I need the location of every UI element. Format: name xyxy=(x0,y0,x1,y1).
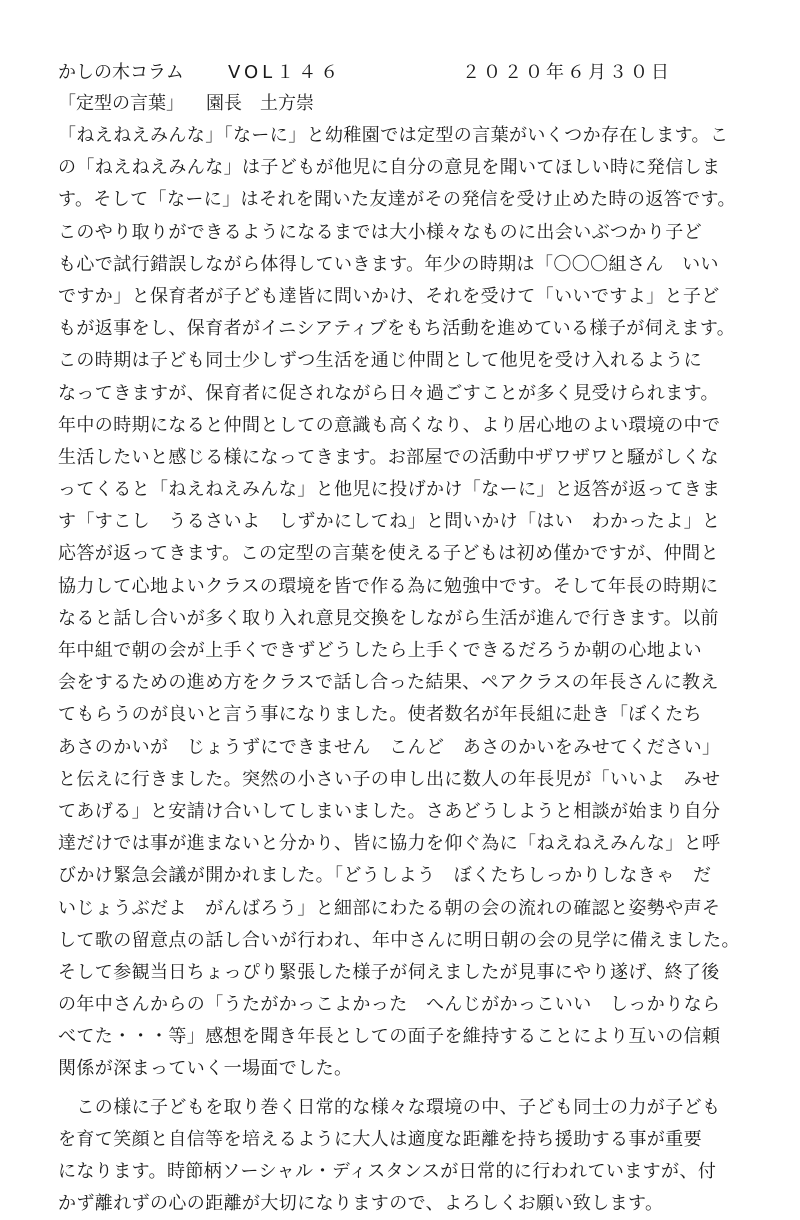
text-line: 関係が深まっていく一場面でした。 xyxy=(58,1058,353,1080)
publish-date: ２０２０年６月３０日 xyxy=(462,62,672,83)
text-line: の年中さんからの「うたがかっこよかった へんじがかっこいい しっかりなら xyxy=(58,994,721,1016)
text-line: ですか」と保育者が子ども達皆に問いかけ、それを受けて「いいですよ」と子ど xyxy=(58,285,720,307)
body-paragraph-2 xyxy=(58,1092,758,1220)
column-subtitle xyxy=(58,88,758,120)
text-line: べてた・・・等」感想を聞き年長としての面子を維持することにより互いの信頼 xyxy=(58,1026,721,1048)
text-line: このやり取りができるようになるまでは大小様々なものに出会いぶつかり子ど xyxy=(58,221,702,243)
text-line: になります。時節柄ソーシャル・ディスタンスが日常的に行われていますが、付 xyxy=(58,1161,717,1182)
text-line: なると話し合いが多く取り入れ意見交換をしながら生活が進んで行きます。以前 xyxy=(58,607,719,629)
text-line: 年中組で朝の会が上手くできずどうしたら上手くできるだろうか朝の心地よい xyxy=(58,640,702,661)
text-line: す「すこし うるさいよ しずかにしてね」と問いかけ「はい わかったよ」と xyxy=(58,511,721,533)
text-line: 協力して心地よいクラスの環境を皆で作る為に勉強中です。そして年長の時期に xyxy=(58,575,719,597)
text-line: あさのかいが じょうずにできません こんど あさのかいをみせてください」 xyxy=(58,736,721,758)
text-line: 年中の時期になると仲間としての意識も高くなり、より居心地のよい環境の中で xyxy=(58,414,721,436)
text-line: 応答が返ってきます。この定型の言葉を使える子どもは初め僅かですが、仲間と xyxy=(58,543,719,565)
body-paragraph-1 xyxy=(58,120,758,1086)
text-line: を育て笑顔と自信等を培えるように大人は適度な距離を持ち援助する事が重要 xyxy=(58,1128,702,1150)
text-line: 生活したいと感じる様になってきます。お部屋での活動中ザワザワと騒がしくな xyxy=(58,446,719,468)
text-line: びかけ緊急会議が開かれました。「どうしよう ぼくたちしっかりしなきゃ だ xyxy=(58,865,712,887)
article-title: 「定型の言葉」 xyxy=(58,93,184,114)
text-line: して歌の留意点の話し合いが行われ、年中さんに明日朝の会の見学に備えました。 xyxy=(58,929,740,951)
text-line: す。そして「なーに」はそれを聞いた友達がその発信を受け止めた時の返答です。 xyxy=(58,189,736,211)
text-line: も心で試行錯誤しながら体得していきます。年少の時期は「〇〇〇組さん いい xyxy=(58,253,719,275)
column-header xyxy=(58,57,758,88)
text-line: そして参観当日ちょっぴり緊張した様子が伺えましたが見事にやり遂げ、終了後 xyxy=(58,961,720,983)
text-line: てもらうのが良いと言う事になりました。使者数名が年長組に赴き「ぼくたち xyxy=(58,704,702,726)
volume-number: VOL１４６ xyxy=(228,62,343,83)
text-line: の「ねえねえみんな」は子どもが他児に自分の意見を聞いてほしい時に発信しま xyxy=(58,157,721,179)
column-title: かしの木コラム xyxy=(58,62,184,83)
text-line: 達だけでは事が進まないと分かり、皆に協力を仰ぐ為に「ねえねえみんな」と呼 xyxy=(58,833,721,855)
text-line: ってくると「ねえねえみんな」と他児に投げかけ「なーに」と返答が返ってきま xyxy=(58,479,721,501)
text-line: この時期は子ども同士少しずつ生活を通じ仲間として他児を受け入れるように xyxy=(58,350,702,372)
column-page xyxy=(58,57,758,1220)
text-line: 会をするための進め方をクラスで話し合った結果、ペアクラスの年長さんに教え xyxy=(58,672,719,694)
text-line: と伝えに行きました。突然の小さい子の申し出に数人の年長児が「いいよ みせ xyxy=(58,768,721,790)
text-line: もが返事をし、保育者がイニシアティブをもち活動を進めている様子が伺えます。 xyxy=(58,318,736,340)
text-line: なってきますが、保育者に促されながら日々過ごすことが多く見受けられます。 xyxy=(58,382,719,404)
article-author: 園長 土方崇 xyxy=(206,93,314,114)
text-line: いじょうぶだよ がんばろう」と細部にわたる朝の会の流れの確認と姿勢や声そ xyxy=(58,897,721,919)
text-line: てあげる」と安請け合いしてしまいました。さあどうしようと相談が始まり自分 xyxy=(58,800,721,822)
text-line: 「ねえねえみんな」「なーに」と幼稚園では定型の言葉がいくつか存在します。こ xyxy=(58,125,729,146)
text-line: この様に子どもを取り巻く日常的な様々な環境の中、子ども同士の力が子ども xyxy=(58,1096,721,1118)
text-line: かず離れずの心の距離が大切になりますので、よろしくお願い致します。 xyxy=(58,1193,664,1215)
